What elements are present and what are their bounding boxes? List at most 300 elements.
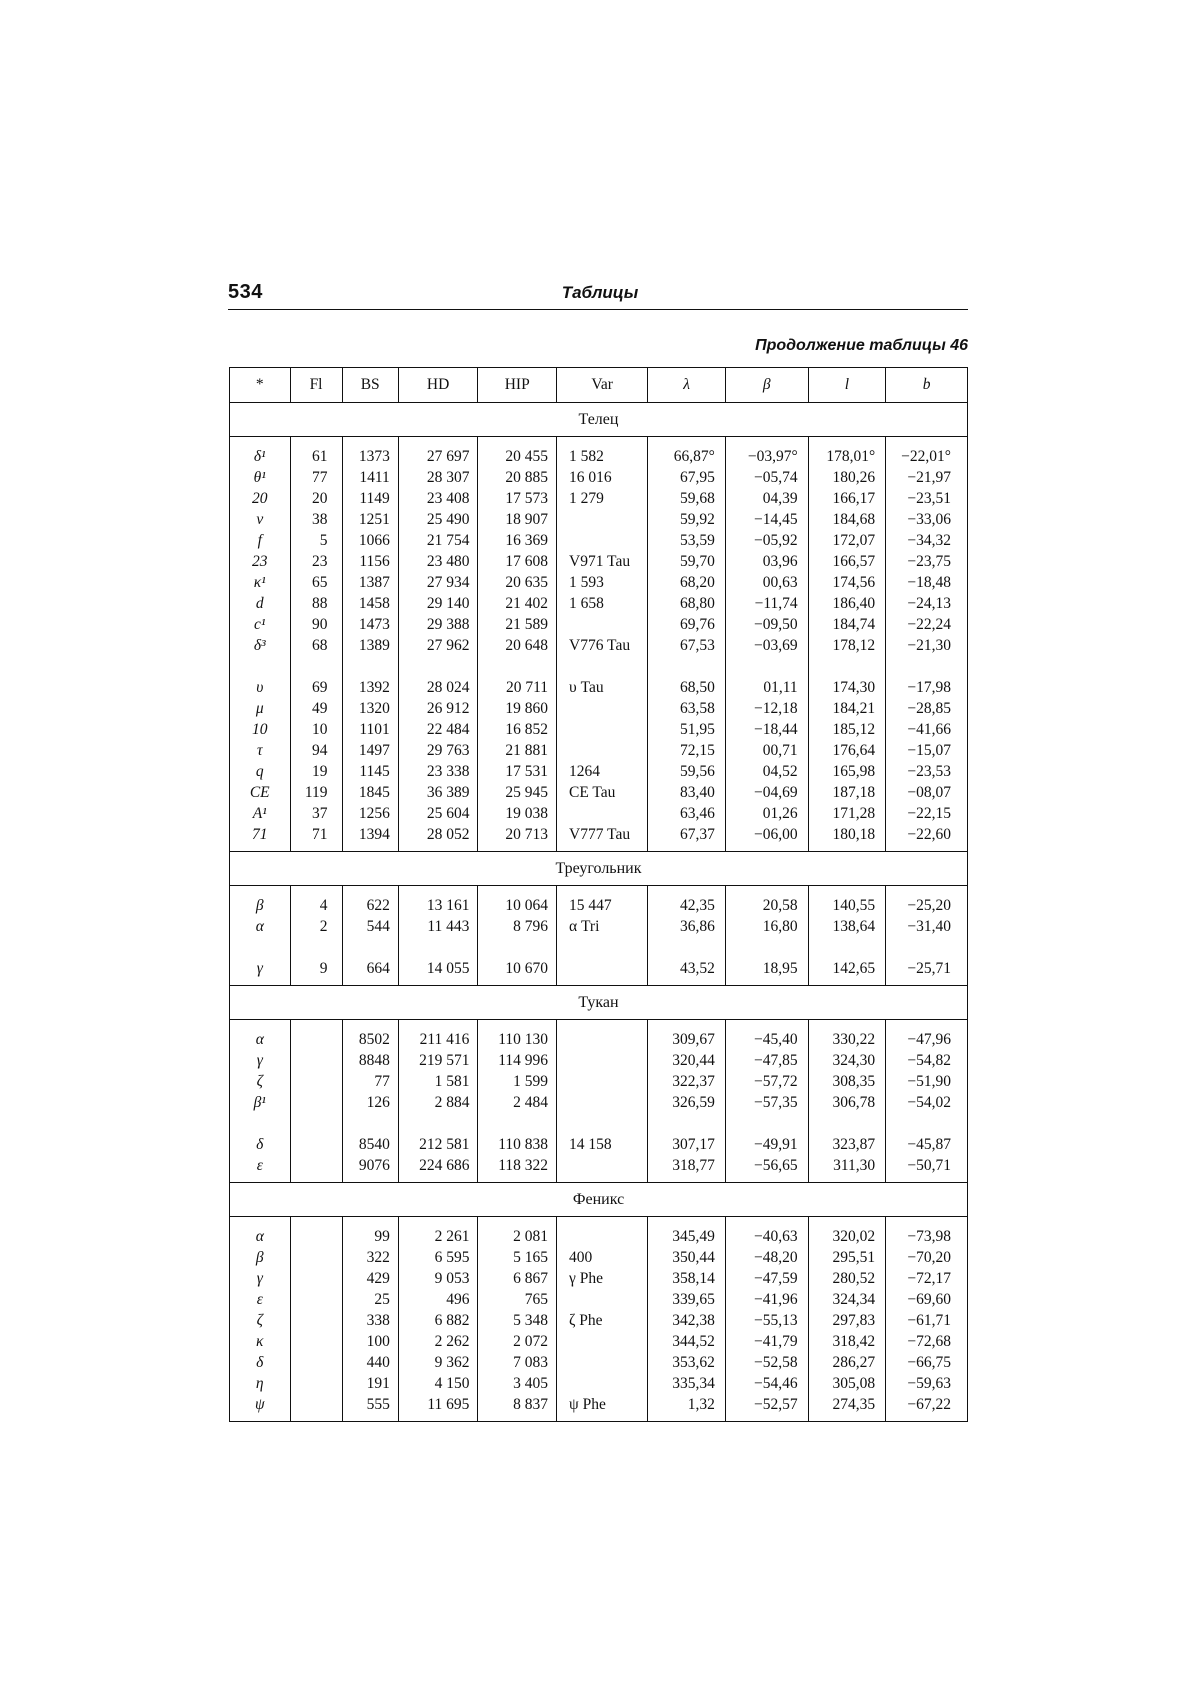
spacer-cell [230, 1020, 291, 1030]
fl-cell: 37 [290, 803, 342, 824]
spacer-cell [886, 1020, 968, 1030]
bs-cell: 1256 [342, 803, 398, 824]
hip-cell: 21 881 [478, 740, 557, 761]
spacer-cell [648, 886, 726, 896]
fl-cell: 38 [290, 509, 342, 530]
hd-cell: 224 686 [398, 1155, 478, 1176]
spacer-cell [557, 1020, 648, 1030]
spacer-cell [557, 1113, 648, 1134]
bs-cell: 1101 [342, 719, 398, 740]
lambda-cell: 307,17 [648, 1134, 726, 1155]
table-row [230, 572, 968, 593]
spacer-cell [398, 1113, 478, 1134]
lambda-cell: 59,68 [648, 488, 726, 509]
fl-cell [290, 1394, 342, 1415]
bs-cell: 1066 [342, 530, 398, 551]
spacer-cell [557, 437, 648, 447]
spacer-cell [342, 1020, 398, 1030]
beta-cell: −40,63 [725, 1226, 808, 1247]
fl-cell [290, 1331, 342, 1352]
section-title: Феникс [230, 1183, 968, 1217]
table-row [230, 1071, 968, 1092]
table-row [230, 467, 968, 488]
var-cell: 1 658 [557, 593, 648, 614]
hip-cell: 765 [478, 1289, 557, 1310]
fl-cell [290, 1050, 342, 1071]
hip-cell: 25 945 [478, 782, 557, 803]
l-cell: 142,65 [808, 958, 886, 979]
spacer-cell [230, 1217, 291, 1227]
table-row [230, 551, 968, 572]
hip-cell: 20 885 [478, 467, 557, 488]
fl-cell: 68 [290, 635, 342, 656]
bs-cell: 1497 [342, 740, 398, 761]
var-cell: V777 Tau [557, 824, 648, 845]
hd-cell: 11 443 [398, 916, 478, 937]
bs-cell: 338 [342, 1310, 398, 1331]
table-row [230, 1092, 968, 1113]
bs-cell: 1394 [342, 824, 398, 845]
hip-cell: 17 608 [478, 551, 557, 572]
b-cell: −41,66 [886, 719, 968, 740]
star-cell: 10 [230, 719, 291, 740]
spacer-cell [808, 1113, 886, 1134]
spacer-cell [886, 437, 968, 447]
spacer-cell [398, 1415, 478, 1422]
lambda-cell: 344,52 [648, 1331, 726, 1352]
var-cell [557, 740, 648, 761]
b-cell: −23,75 [886, 551, 968, 572]
var-cell [557, 1071, 648, 1092]
table-row [230, 895, 968, 916]
bs-cell: 25 [342, 1289, 398, 1310]
table-row [230, 1155, 968, 1176]
bs-cell: 1392 [342, 677, 398, 698]
lambda-cell: 345,49 [648, 1226, 726, 1247]
hd-cell: 2 262 [398, 1331, 478, 1352]
spacer-cell [398, 437, 478, 447]
lambda-cell: 66,87° [648, 446, 726, 467]
spacer-cell [808, 1217, 886, 1227]
star-cell: ε [230, 1155, 291, 1176]
spacer-cell [342, 1415, 398, 1422]
hd-cell: 25 490 [398, 509, 478, 530]
bs-cell: 1145 [342, 761, 398, 782]
var-cell: 16 016 [557, 467, 648, 488]
spacer-cell [808, 937, 886, 958]
hd-cell: 23 408 [398, 488, 478, 509]
spacer-cell [648, 937, 726, 958]
spacer-cell [342, 1217, 398, 1227]
beta-cell: −03,97° [725, 446, 808, 467]
var-cell: 1 593 [557, 572, 648, 593]
bs-cell: 99 [342, 1226, 398, 1247]
star-cell: ε [230, 1289, 291, 1310]
bs-cell: 1387 [342, 572, 398, 593]
l-cell: 184,21 [808, 698, 886, 719]
fl-cell: 20 [290, 488, 342, 509]
fl-cell: 4 [290, 895, 342, 916]
lambda-cell: 69,76 [648, 614, 726, 635]
col-header-var: Var [557, 368, 648, 403]
var-cell [557, 1029, 648, 1050]
hip-cell: 19 860 [478, 698, 557, 719]
star-cell: τ [230, 740, 291, 761]
spacer-cell [886, 1217, 968, 1227]
table-row [230, 1331, 968, 1352]
fl-cell [290, 1155, 342, 1176]
spacer-cell [648, 1415, 726, 1422]
spacer-cell [342, 937, 398, 958]
hip-cell: 20 713 [478, 824, 557, 845]
spacer-cell [648, 656, 726, 677]
hd-cell: 27 962 [398, 635, 478, 656]
hip-cell: 2 081 [478, 1226, 557, 1247]
table-row [230, 488, 968, 509]
fl-cell: 71 [290, 824, 342, 845]
hd-cell: 4 150 [398, 1373, 478, 1394]
col-header-lambda: λ [648, 368, 726, 403]
hip-cell: 21 589 [478, 614, 557, 635]
l-cell: 280,52 [808, 1268, 886, 1289]
beta-cell: −52,58 [725, 1352, 808, 1373]
beta-cell: −56,65 [725, 1155, 808, 1176]
bs-cell: 1411 [342, 467, 398, 488]
star-cell: δ¹ [230, 446, 291, 467]
fl-cell: 65 [290, 572, 342, 593]
l-cell: 311,30 [808, 1155, 886, 1176]
hip-cell: 3 405 [478, 1373, 557, 1394]
star-cell: q [230, 761, 291, 782]
beta-cell: −06,00 [725, 824, 808, 845]
l-cell: 323,87 [808, 1134, 886, 1155]
var-cell [557, 719, 648, 740]
hd-cell: 11 695 [398, 1394, 478, 1415]
hip-cell: 17 573 [478, 488, 557, 509]
spacer-cell [398, 656, 478, 677]
bs-cell: 126 [342, 1092, 398, 1113]
hip-cell: 19 038 [478, 803, 557, 824]
spacer-cell [478, 656, 557, 677]
table-row [230, 958, 968, 979]
beta-cell: −41,79 [725, 1331, 808, 1352]
spacer-cell [886, 937, 968, 958]
fl-cell [290, 1289, 342, 1310]
beta-cell: −47,59 [725, 1268, 808, 1289]
beta-cell: 01,11 [725, 677, 808, 698]
bs-cell: 100 [342, 1331, 398, 1352]
spacer-cell [648, 1020, 726, 1030]
star-cell: ν [230, 509, 291, 530]
beta-cell: −52,57 [725, 1394, 808, 1415]
fl-cell: 10 [290, 719, 342, 740]
var-cell [557, 1050, 648, 1071]
b-cell: −34,32 [886, 530, 968, 551]
hd-cell: 6 882 [398, 1310, 478, 1331]
var-cell: ψ Phe [557, 1394, 648, 1415]
running-title: Таблицы [561, 283, 639, 302]
hd-cell: 29 388 [398, 614, 478, 635]
hd-cell: 2 884 [398, 1092, 478, 1113]
spacer-cell [230, 937, 291, 958]
table-row [230, 1029, 968, 1050]
hd-cell: 28 024 [398, 677, 478, 698]
bs-cell: 8848 [342, 1050, 398, 1071]
table-row [230, 593, 968, 614]
lambda-cell: 59,92 [648, 509, 726, 530]
spacer-cell [290, 886, 342, 896]
l-cell: 324,34 [808, 1289, 886, 1310]
beta-cell: 16,80 [725, 916, 808, 937]
hip-cell: 21 402 [478, 593, 557, 614]
hip-cell: 118 322 [478, 1155, 557, 1176]
hip-cell: 10 670 [478, 958, 557, 979]
hd-cell: 28 307 [398, 467, 478, 488]
spacer-row [230, 1020, 968, 1030]
var-cell: V971 Tau [557, 551, 648, 572]
b-cell: −51,90 [886, 1071, 968, 1092]
var-cell [557, 530, 648, 551]
table-row [230, 1352, 968, 1373]
hip-cell: 114 996 [478, 1050, 557, 1071]
beta-cell: −12,18 [725, 698, 808, 719]
table-row [230, 1050, 968, 1071]
var-cell [557, 1289, 648, 1310]
lambda-cell: 318,77 [648, 1155, 726, 1176]
star-cell: γ [230, 958, 291, 979]
section-title: Телец [230, 403, 968, 437]
bs-cell: 191 [342, 1373, 398, 1394]
spacer-cell [808, 656, 886, 677]
var-cell: γ Phe [557, 1268, 648, 1289]
table-row [230, 1268, 968, 1289]
spacer-cell [478, 1217, 557, 1227]
l-cell: 286,27 [808, 1352, 886, 1373]
b-cell: −23,51 [886, 488, 968, 509]
spacer-cell [398, 1217, 478, 1227]
var-cell: 1 582 [557, 446, 648, 467]
spacer-cell [808, 886, 886, 896]
spacer-row [230, 886, 968, 896]
star-cell: α [230, 1029, 291, 1050]
beta-cell: −03,69 [725, 635, 808, 656]
b-cell: −66,75 [886, 1352, 968, 1373]
col-header-hd: HD [398, 368, 478, 403]
var-cell [557, 1352, 648, 1373]
spacer-cell [557, 656, 648, 677]
star-cell: α [230, 916, 291, 937]
beta-cell: 04,39 [725, 488, 808, 509]
star-cell: μ [230, 698, 291, 719]
spacer-cell [808, 437, 886, 447]
fl-cell: 61 [290, 446, 342, 467]
bs-cell: 9076 [342, 1155, 398, 1176]
spacer-cell [808, 1020, 886, 1030]
spacer-cell [290, 1020, 342, 1030]
hd-cell: 25 604 [398, 803, 478, 824]
hd-cell: 14 055 [398, 958, 478, 979]
b-cell: −22,24 [886, 614, 968, 635]
l-cell: 324,30 [808, 1050, 886, 1071]
l-cell: 172,07 [808, 530, 886, 551]
var-cell: CE Tau [557, 782, 648, 803]
beta-cell: −05,74 [725, 467, 808, 488]
bs-cell: 1458 [342, 593, 398, 614]
beta-cell: 01,26 [725, 803, 808, 824]
table-row [230, 530, 968, 551]
l-cell: 166,57 [808, 551, 886, 572]
b-cell: −15,07 [886, 740, 968, 761]
l-cell: 174,30 [808, 677, 886, 698]
star-cell: β¹ [230, 1092, 291, 1113]
l-cell: 320,02 [808, 1226, 886, 1247]
bs-cell: 8540 [342, 1134, 398, 1155]
table-row [230, 1289, 968, 1310]
spacer-cell [478, 1113, 557, 1134]
section-title: Тукан [230, 986, 968, 1020]
spacer-cell [886, 1113, 968, 1134]
fl-cell: 69 [290, 677, 342, 698]
beta-cell: −55,13 [725, 1310, 808, 1331]
table-row [230, 1247, 968, 1268]
lambda-cell: 342,38 [648, 1310, 726, 1331]
l-cell: 174,56 [808, 572, 886, 593]
var-cell [557, 614, 648, 635]
star-cell: β [230, 1247, 291, 1268]
hip-cell: 8 796 [478, 916, 557, 937]
lambda-cell: 59,56 [648, 761, 726, 782]
lambda-cell: 309,67 [648, 1029, 726, 1050]
l-cell: 297,83 [808, 1310, 886, 1331]
spacer-cell [725, 1020, 808, 1030]
star-cell: δ³ [230, 635, 291, 656]
fl-cell [290, 1352, 342, 1373]
star-cell: β [230, 895, 291, 916]
table-row [230, 803, 968, 824]
spacer-cell [342, 1113, 398, 1134]
lambda-cell: 339,65 [648, 1289, 726, 1310]
fl-cell: 88 [290, 593, 342, 614]
table-row [230, 824, 968, 845]
b-cell: −72,68 [886, 1331, 968, 1352]
spacer-cell [230, 1113, 291, 1134]
bs-cell: 1389 [342, 635, 398, 656]
spacer-cell [290, 937, 342, 958]
table-body [230, 403, 968, 1422]
bs-cell: 544 [342, 916, 398, 937]
section-title-row [230, 986, 968, 1020]
spacer-cell [478, 1415, 557, 1422]
star-cell: 20 [230, 488, 291, 509]
spacer-cell [478, 1020, 557, 1030]
hip-cell: 20 635 [478, 572, 557, 593]
star-cell: δ [230, 1134, 291, 1155]
l-cell: 180,26 [808, 467, 886, 488]
spacer-cell [557, 1217, 648, 1227]
star-cell: f [230, 530, 291, 551]
star-cell: d [230, 593, 291, 614]
b-cell: −18,48 [886, 572, 968, 593]
star-cell: κ¹ [230, 572, 291, 593]
hd-cell: 29 140 [398, 593, 478, 614]
hd-cell: 26 912 [398, 698, 478, 719]
fl-cell: 19 [290, 761, 342, 782]
l-cell: 184,68 [808, 509, 886, 530]
lambda-cell: 43,52 [648, 958, 726, 979]
l-cell: 166,17 [808, 488, 886, 509]
bs-cell: 1320 [342, 698, 398, 719]
fl-cell: 2 [290, 916, 342, 937]
b-cell: −28,85 [886, 698, 968, 719]
fl-cell [290, 1092, 342, 1113]
hd-cell: 28 052 [398, 824, 478, 845]
var-cell [557, 1092, 648, 1113]
b-cell: −70,20 [886, 1247, 968, 1268]
b-cell: −45,87 [886, 1134, 968, 1155]
hip-cell: 6 867 [478, 1268, 557, 1289]
bs-cell: 1473 [342, 614, 398, 635]
hip-cell: 20 648 [478, 635, 557, 656]
var-cell [557, 1155, 648, 1176]
lambda-cell: 63,58 [648, 698, 726, 719]
var-cell [557, 803, 648, 824]
hd-cell: 27 934 [398, 572, 478, 593]
hip-cell: 7 083 [478, 1352, 557, 1373]
lambda-cell: 67,53 [648, 635, 726, 656]
spacer-cell [342, 437, 398, 447]
var-cell: ζ Phe [557, 1310, 648, 1331]
hip-cell: 5 165 [478, 1247, 557, 1268]
bs-cell: 555 [342, 1394, 398, 1415]
beta-cell: −11,74 [725, 593, 808, 614]
fl-cell [290, 1373, 342, 1394]
table-row [230, 1394, 968, 1415]
hd-cell: 211 416 [398, 1029, 478, 1050]
spacer-cell [290, 1113, 342, 1134]
beta-cell: −54,46 [725, 1373, 808, 1394]
star-cell: ψ [230, 1394, 291, 1415]
beta-cell: −49,91 [725, 1134, 808, 1155]
table-row [230, 782, 968, 803]
spacer-row [230, 1113, 968, 1134]
b-cell: −69,60 [886, 1289, 968, 1310]
spacer-cell [290, 1415, 342, 1422]
b-cell: −22,15 [886, 803, 968, 824]
col-header-beta: β [725, 368, 808, 403]
b-cell: −22,60 [886, 824, 968, 845]
star-cell: κ [230, 1331, 291, 1352]
fl-cell: 94 [290, 740, 342, 761]
spacer-cell [725, 1415, 808, 1422]
l-cell: 178,01° [808, 446, 886, 467]
col-header-hip: HIP [478, 368, 557, 403]
hip-cell: 8 837 [478, 1394, 557, 1415]
var-cell [557, 509, 648, 530]
var-cell: 15 447 [557, 895, 648, 916]
hd-cell: 212 581 [398, 1134, 478, 1155]
star-cell: υ [230, 677, 291, 698]
spacer-cell [725, 1217, 808, 1227]
b-cell: −67,22 [886, 1394, 968, 1415]
hip-cell: 110 838 [478, 1134, 557, 1155]
var-cell [557, 1226, 648, 1247]
var-cell [557, 1373, 648, 1394]
hip-cell: 20 711 [478, 677, 557, 698]
spacer-cell [290, 656, 342, 677]
table-row [230, 614, 968, 635]
hip-cell: 1 599 [478, 1071, 557, 1092]
hd-cell: 23 480 [398, 551, 478, 572]
